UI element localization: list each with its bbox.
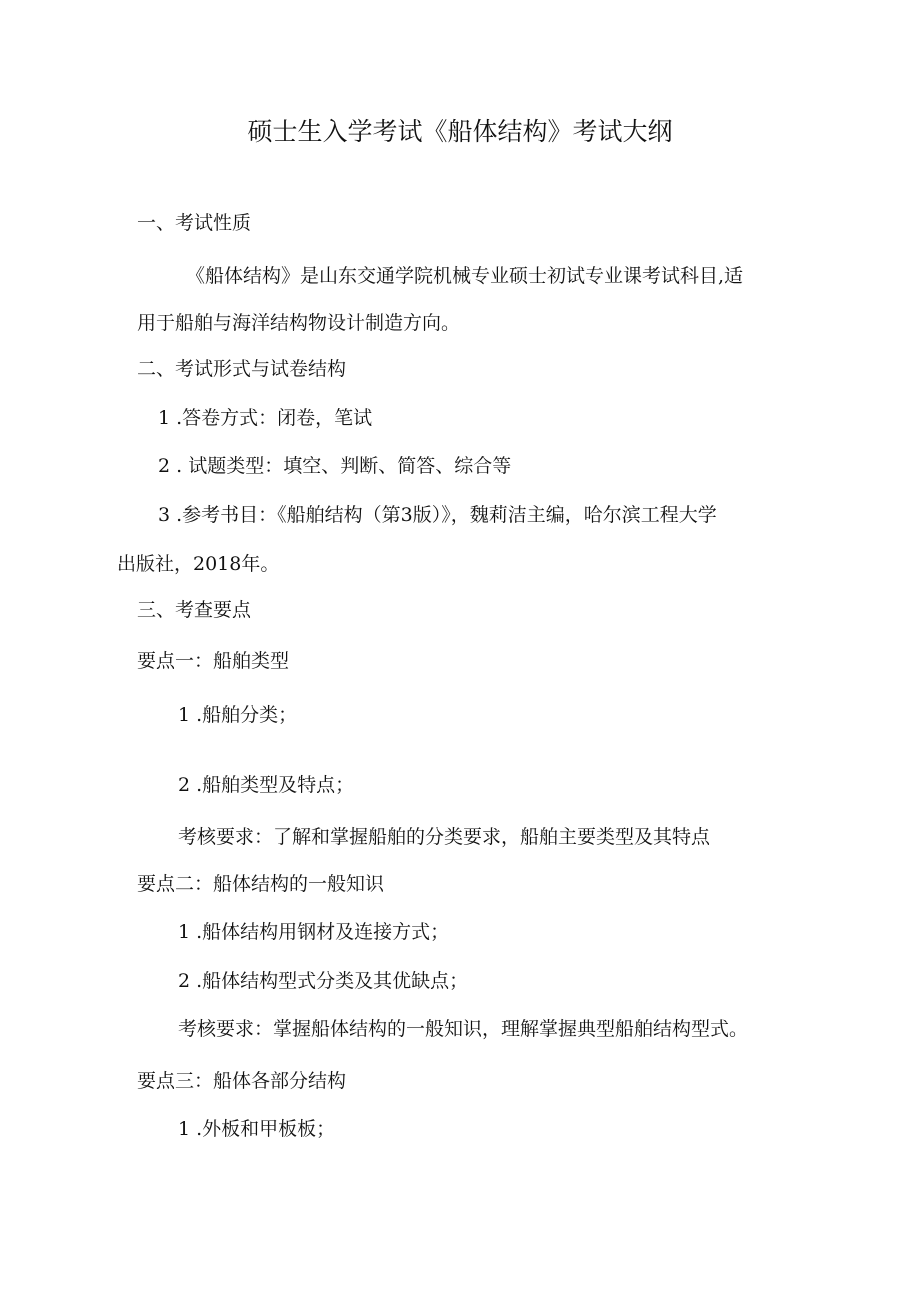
point-1-item-2: 2 .船舶类型及特点； — [178, 774, 355, 796]
point-1-requirement: 考核要求：了解和掌握船舶的分类要求，船舶主要类型及其特点 — [178, 826, 711, 848]
point-3-heading: 要点三：船体各部分结构 — [137, 1070, 347, 1092]
section-2-item-3-line-2: 出版社，2018年。 — [117, 553, 280, 575]
point-3-item-1: 1 .外板和甲板板； — [178, 1118, 336, 1140]
section-2-heading: 二、考试形式与试卷结构 — [137, 358, 347, 380]
section-1-heading: 一、考试性质 — [137, 212, 252, 234]
document-title: 硕士生入学考试《船体结构》考试大纲 — [247, 117, 673, 146]
point-2-requirement: 考核要求：掌握船体结构的一般知识，理解掌握典型船舶结构型式。 — [178, 1018, 749, 1040]
point-2-heading: 要点二：船体结构的一般知识 — [137, 873, 385, 895]
section-1-paragraph-line-2: 用于船舶与海洋结构物设计制造方向。 — [137, 312, 461, 334]
section-1-paragraph-line-1: 《船体结构》是山东交通学院机械专业硕士初试专业课考试科目,适 — [186, 265, 744, 287]
point-1-item-1: 1 .船舶分类； — [178, 704, 298, 726]
point-2-item-2: 2 .船体结构型式分类及其优缺点； — [178, 970, 469, 992]
section-2-item-1: 1 .答卷方式：闭卷，笔试 — [158, 407, 373, 429]
point-2-item-1: 1 .船体结构用钢材及连接方式； — [178, 921, 450, 943]
point-1-heading: 要点一：船舶类型 — [137, 650, 290, 672]
section-2-item-3-line-1: 3 .参考书目：《船舶结构（第3版）》，魏莉洁主编，哈尔滨工程大学 — [158, 504, 717, 526]
section-2-item-2: 2 . 试题类型：填空、判断、简答、综合等 — [158, 455, 512, 477]
section-3-heading: 三、考查要点 — [137, 599, 252, 621]
